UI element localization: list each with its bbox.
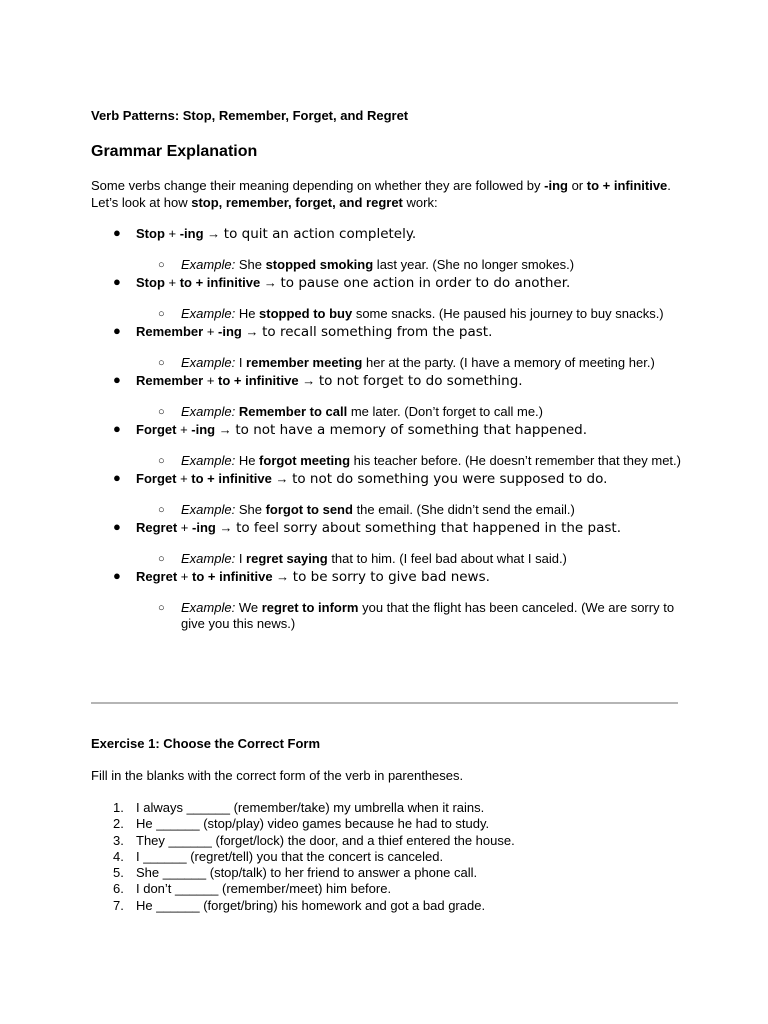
- example-text: his teacher before. (He doesn’t remember that they met.): [350, 453, 681, 468]
- verb-pattern-item: [91, 518, 681, 567]
- item-text: I don’t ______ (remember/meet) him before.: [136, 881, 392, 897]
- section-heading: Grammar Explanation: [91, 143, 258, 160]
- example-text: you that the flight has been canceled. (We are sorry to give you this news.): [181, 600, 675, 631]
- item-text: He ______ (stop/play) video games because he had to study.: [136, 816, 490, 832]
- pattern-meaning: to not do something you were supposed to do.: [292, 471, 608, 487]
- exercise-item: [91, 898, 681, 914]
- circle-bullet-icon: ○: [158, 553, 165, 565]
- example-subitem: [136, 355, 681, 371]
- bullet-dot-icon: ●: [113, 568, 121, 583]
- example-label: Example:: [181, 600, 236, 615]
- intro-bold-ing: -ing: [544, 178, 568, 193]
- example-label: Example:: [181, 404, 236, 419]
- example-label: Example:: [181, 551, 236, 566]
- plus-sign: +: [203, 373, 219, 388]
- item-number: 3.: [113, 832, 124, 848]
- example-bold: remember meeting: [246, 355, 363, 370]
- pattern-meaning: to recall something from the past.: [262, 324, 493, 340]
- pattern-verb: Remember: [136, 373, 204, 388]
- pattern-form: -ing: [179, 226, 204, 241]
- pattern-form: to + infinitive: [191, 471, 272, 486]
- item-number: 4.: [113, 848, 124, 864]
- verb-pattern-item: [91, 371, 681, 420]
- pattern-form: -ing: [192, 520, 216, 535]
- circle-bullet-icon: ○: [158, 259, 165, 271]
- exercise-item: [91, 865, 681, 881]
- example-text: last year. (She no longer smokes.): [373, 257, 575, 272]
- intro-bold-infinitive: to + infinitive: [586, 178, 668, 193]
- example-subitem: [136, 502, 681, 518]
- circle-bullet-icon: ○: [158, 406, 165, 418]
- verb-pattern-item: [91, 224, 681, 273]
- document-title: Verb Patterns: Stop, Remember, Forget, and Regret: [91, 108, 409, 123]
- verb-pattern-item: [91, 273, 681, 322]
- example-label: Example:: [181, 355, 236, 370]
- example-text: I: [235, 355, 247, 370]
- bullet-dot-icon: ●: [113, 225, 121, 240]
- bullet-dot-icon: ●: [113, 470, 121, 485]
- plus-sign: +: [176, 422, 192, 437]
- bullet-dot-icon: ●: [113, 323, 121, 338]
- pattern-verb: Forget: [136, 471, 177, 486]
- verb-pattern-list: [91, 224, 681, 632]
- pattern-form: to + infinitive: [179, 275, 261, 290]
- item-number: 1.: [113, 800, 124, 815]
- exercise-item: [91, 816, 681, 832]
- example-bold: stopped to buy: [259, 306, 353, 321]
- pattern-meaning: to feel sorry about something that happened in the past.: [236, 520, 621, 536]
- circle-bullet-icon: ○: [158, 308, 165, 320]
- arrow-icon: →: [215, 520, 237, 535]
- example-subitem: [136, 600, 681, 632]
- example-bold: forgot meeting: [259, 453, 351, 468]
- example-label: Example:: [181, 453, 236, 468]
- example-bold: regret to inform: [261, 600, 359, 615]
- intro-text: or: [567, 178, 587, 193]
- intro-text: work:: [402, 195, 438, 210]
- arrow-icon: →: [260, 275, 281, 290]
- arrow-icon: →: [241, 324, 263, 339]
- verb-pattern-item: [91, 567, 681, 632]
- plus-sign: +: [177, 520, 193, 535]
- exercise-title: Exercise 1: Choose the Correct Form: [91, 736, 321, 751]
- exercise-item: [91, 800, 681, 816]
- example-text: her at the party. (I have a memory of meeting her.): [362, 355, 655, 370]
- exercise-item: [91, 881, 681, 897]
- pattern-meaning: to not have a memory of something that happened.: [235, 422, 588, 438]
- item-number: 7.: [113, 897, 124, 913]
- example-label: Example:: [181, 306, 236, 321]
- bullet-dot-icon: ●: [113, 421, 121, 436]
- plus-sign: +: [176, 471, 192, 486]
- pattern-verb: Regret: [136, 520, 178, 535]
- example-text: He: [235, 453, 260, 468]
- example-bold: Remember to call: [238, 404, 348, 419]
- example-text: me later. (Don’t forget to call me.): [347, 404, 543, 419]
- example-text: She: [235, 502, 266, 517]
- example-label: Example:: [181, 502, 236, 517]
- arrow-icon: →: [215, 422, 236, 437]
- arrow-icon: →: [271, 471, 293, 486]
- plus-sign: +: [164, 226, 180, 241]
- verb-pattern-item: [91, 322, 681, 371]
- example-text: that to him. (I feel bad about what I said.): [327, 551, 567, 566]
- bullet-dot-icon: ●: [113, 274, 121, 289]
- pattern-verb: Remember: [136, 324, 204, 339]
- example-bold: stopped smoking: [265, 257, 374, 272]
- example-text: I: [235, 551, 247, 566]
- example-text: the email. (She didn’t send the email.): [352, 502, 575, 517]
- item-number: 6.: [113, 881, 124, 897]
- pattern-form: to + infinitive: [192, 569, 273, 584]
- exercise-list: [91, 800, 681, 914]
- plus-sign: +: [203, 324, 219, 339]
- bullet-dot-icon: ●: [113, 519, 121, 534]
- example-subitem: [136, 551, 681, 567]
- pattern-verb: Stop: [136, 275, 165, 290]
- pattern-meaning: to quit an action completely.: [223, 226, 417, 242]
- example-subitem: [136, 453, 681, 469]
- plus-sign: +: [164, 275, 180, 290]
- item-text: I ______ (regret/tell) you that the concert is canceled.: [136, 848, 444, 864]
- arrow-icon: →: [272, 569, 293, 584]
- pattern-form: to + infinitive: [218, 373, 299, 388]
- verb-pattern-item: [91, 420, 681, 469]
- exercise-item: [91, 833, 681, 849]
- example-label: Example:: [181, 257, 236, 272]
- example-text: some snacks. (He paused his journey to buy snacks.): [352, 306, 664, 321]
- example-text: He: [235, 306, 260, 321]
- item-text: I always ______ (remember/take) my umbrella when it rains.: [136, 800, 485, 815]
- exercise-item: [91, 849, 681, 865]
- intro-bold-verbs: stop, remember, forget, and regret: [191, 195, 403, 210]
- pattern-meaning: to pause one action in order to do another.: [280, 275, 571, 291]
- pattern-verb: Stop: [136, 226, 165, 241]
- intro-paragraph: [91, 177, 681, 211]
- circle-bullet-icon: ○: [158, 504, 165, 516]
- verb-pattern-item: [91, 469, 681, 518]
- item-text: He ______ (forget/bring) his homework and got a bad grade.: [136, 897, 486, 913]
- pattern-meaning: to not forget to do something.: [318, 373, 523, 389]
- horizontal-divider: [91, 702, 678, 704]
- example-subitem: [136, 306, 681, 322]
- arrow-icon: →: [298, 373, 319, 388]
- pattern-verb: Forget: [136, 422, 177, 437]
- arrow-icon: →: [203, 226, 224, 241]
- circle-bullet-icon: ○: [158, 602, 165, 614]
- plus-sign: +: [177, 569, 193, 584]
- example-subitem: [136, 257, 681, 273]
- intro-text: . Let’s look at how: [91, 178, 671, 210]
- example-text: We: [235, 600, 262, 615]
- bullet-dot-icon: ●: [113, 372, 121, 387]
- pattern-meaning: to be sorry to give bad news.: [292, 569, 490, 585]
- exercise-instruction: Fill in the blanks with the correct form of the verb in parentheses.: [91, 768, 464, 783]
- example-text: She: [235, 257, 266, 272]
- intro-text: Some verbs change their meaning depending on whether they are followed by: [91, 178, 545, 193]
- pattern-verb: Regret: [136, 569, 178, 584]
- item-number: 5.: [113, 865, 124, 881]
- item-number: 2.: [113, 816, 124, 832]
- pattern-form: -ing: [218, 324, 242, 339]
- example-bold: regret saying: [246, 551, 328, 566]
- item-text: She ______ (stop/talk) to her friend to answer a phone call.: [136, 865, 478, 881]
- item-text: They ______ (forget/lock) the door, and a thief entered the house.: [136, 832, 515, 848]
- circle-bullet-icon: ○: [158, 357, 165, 369]
- example-bold: forgot to send: [265, 502, 353, 517]
- circle-bullet-icon: ○: [158, 455, 165, 467]
- example-subitem: [136, 404, 681, 420]
- pattern-form: -ing: [191, 422, 216, 437]
